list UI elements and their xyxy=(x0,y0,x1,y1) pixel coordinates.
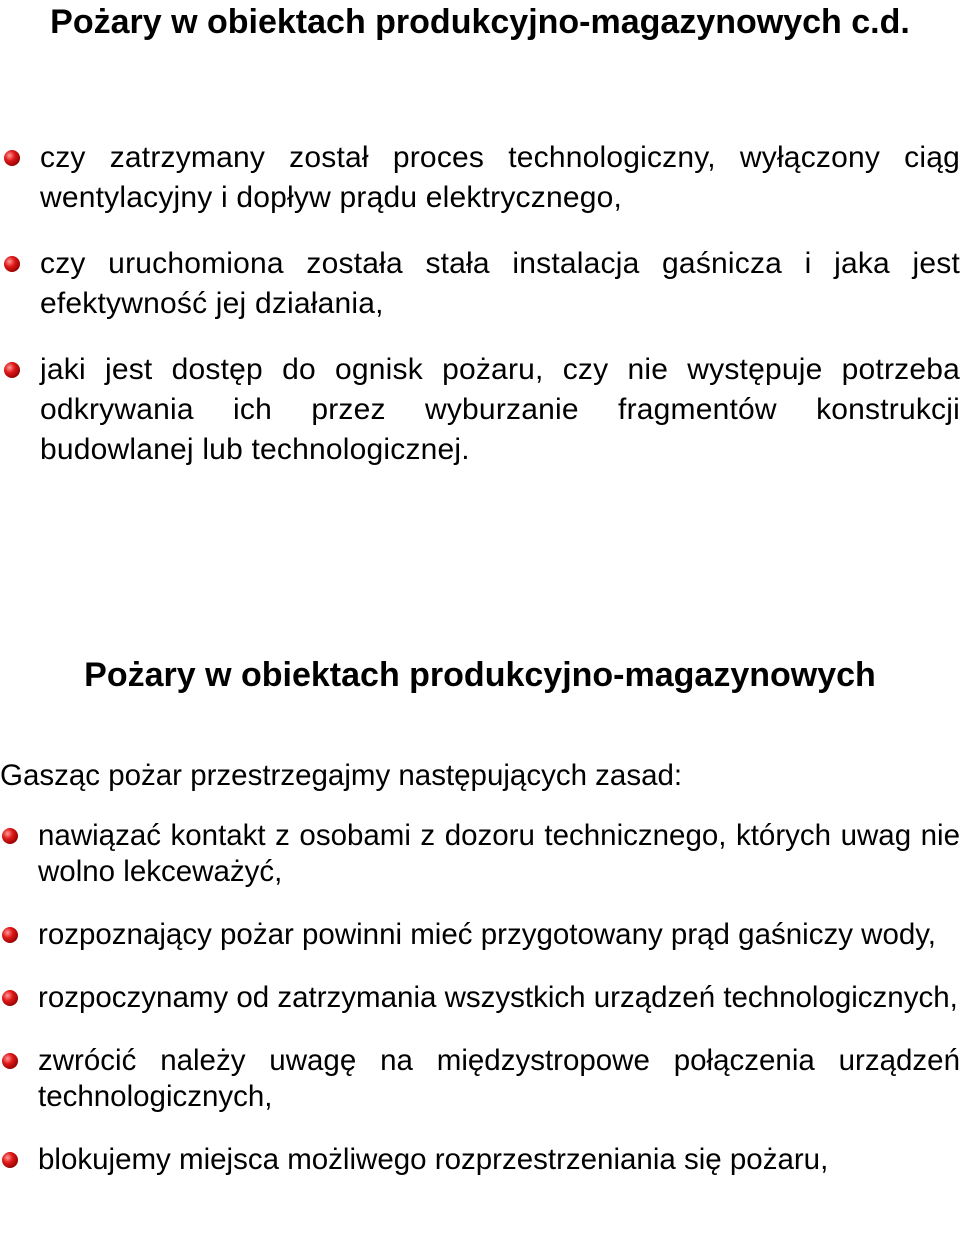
list-item xyxy=(0,1142,960,1178)
list-item xyxy=(0,350,960,470)
list-item-text: rozpoczynamy od zatrzymania wszystkich urządzeń technologicznych, xyxy=(38,981,958,1014)
red-ball-bullet-icon xyxy=(2,828,18,844)
section1-bullet-list xyxy=(0,138,960,496)
list-item-text: blokujemy miejsca możliwego rozprzestrzeniania się pożaru, xyxy=(38,1143,829,1176)
list-item-text: czy uruchomiona została stała instalacja gaśnicza i jaka jest efektywność jej działania, xyxy=(40,247,960,320)
red-ball-bullet-icon xyxy=(4,362,20,378)
section1-title: Pożary w obiektach produkcyjno-magazynowych c.d. xyxy=(50,3,910,41)
red-ball-bullet-icon xyxy=(2,1053,18,1069)
list-item xyxy=(0,818,960,890)
list-item xyxy=(0,980,960,1016)
list-item-text: zwrócić należy uwagę na międzystropowe połączenia urządzeń technologicznych, xyxy=(38,1044,960,1113)
red-ball-bullet-icon xyxy=(2,1152,18,1168)
list-item-text: rozpoznający pożar powinni mieć przygotowany prąd gaśniczy wody, xyxy=(38,918,937,951)
section2-title: Pożary w obiektach produkcyjno-magazynowych xyxy=(84,656,876,694)
red-ball-bullet-icon xyxy=(4,150,20,166)
list-item xyxy=(0,1043,960,1115)
red-ball-bullet-icon xyxy=(4,256,20,272)
list-item xyxy=(0,244,960,324)
list-item-text: czy zatrzymany został proces technologiczny, wyłączony ciąg wentylacyjny i dopływ prądu elektrycznego, xyxy=(40,141,960,214)
red-ball-bullet-icon xyxy=(2,990,18,1006)
list-item-text: jaki jest dostęp do ognisk pożaru, czy nie występuje potrzeba odkrywania ich przez wyburzanie fragmentów konstrukcji budowlanej lub technologicznej. xyxy=(40,353,960,466)
list-item xyxy=(0,138,960,218)
list-item-text: nawiązać kontakt z osobami z dozoru technicznego, których uwag nie wolno lekceważyć, xyxy=(38,819,960,888)
section2-lead-text: Gasząc pożar przestrzegajmy następujących zasad: xyxy=(0,759,683,792)
section2-bullet-list xyxy=(0,818,960,1205)
red-ball-bullet-icon xyxy=(2,927,18,943)
list-item xyxy=(0,917,960,953)
